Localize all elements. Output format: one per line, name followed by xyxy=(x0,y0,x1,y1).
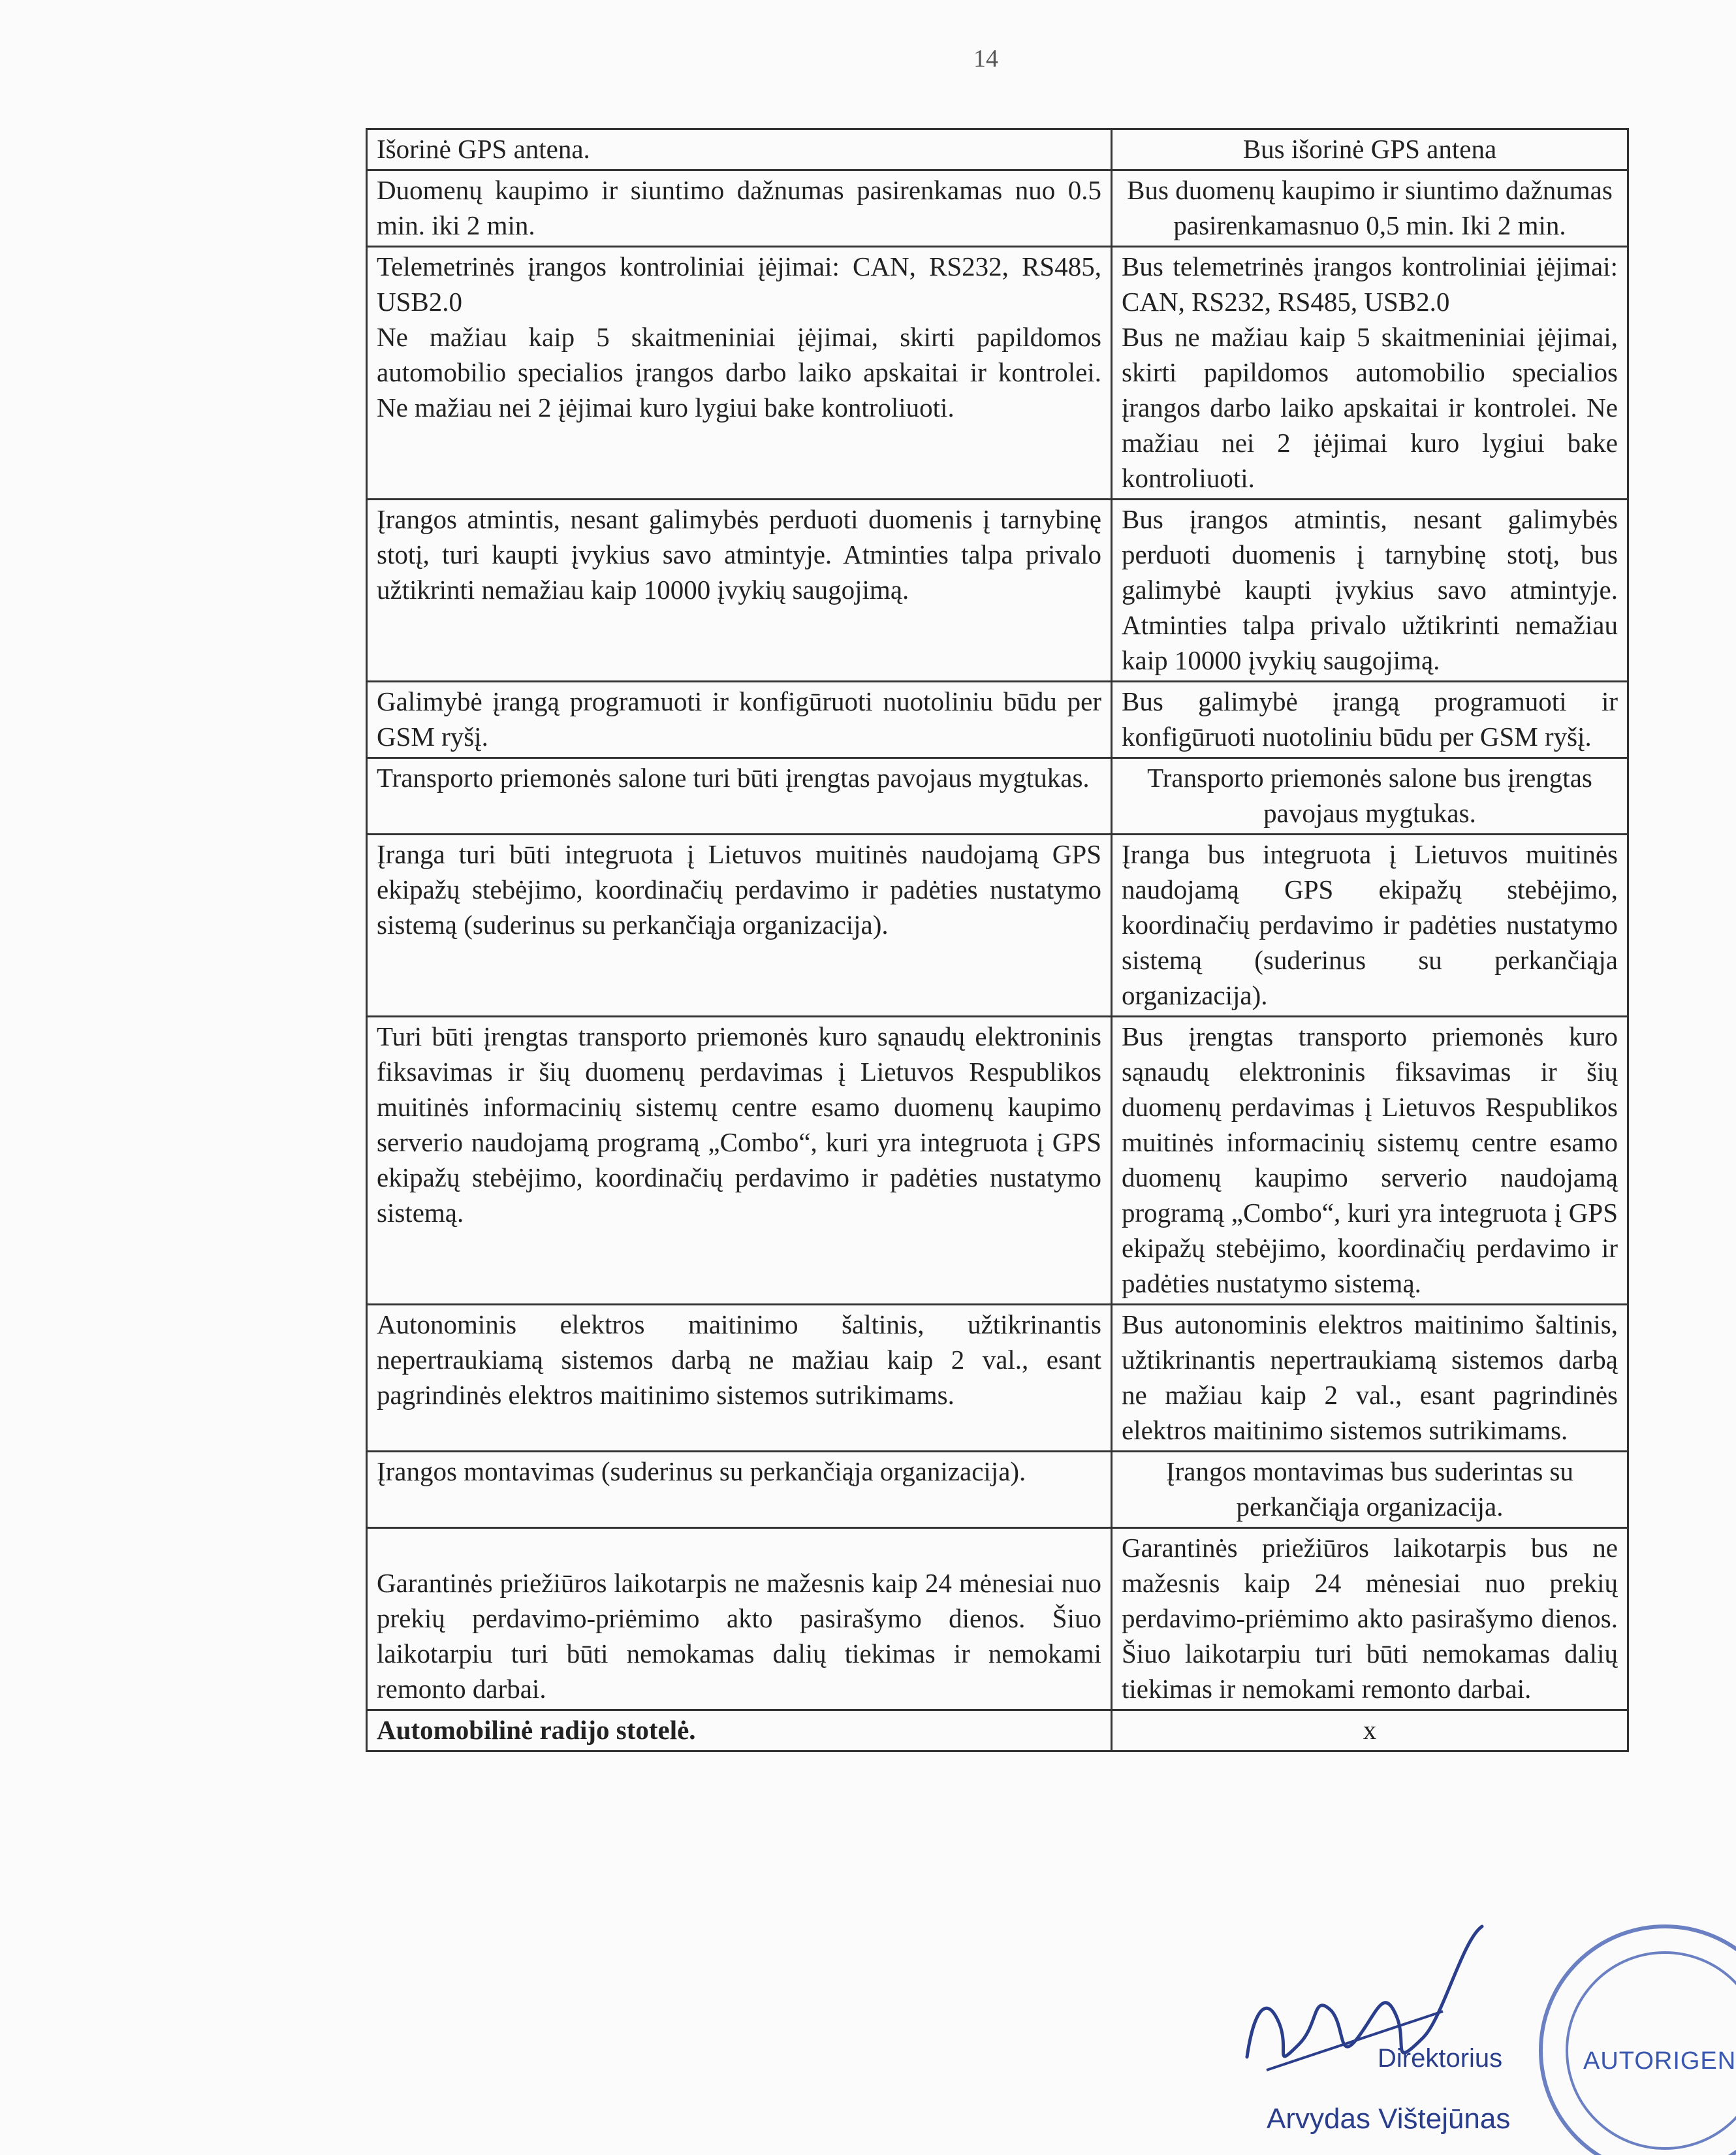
offer-cell xyxy=(1112,1017,1628,1305)
cell-text: x xyxy=(1363,1715,1377,1745)
cell-text: Bus įrengtas transporto priemonės kuro sąnaudų elektroninis fiksavimas ir šių duomenų perdavimas į Lietuvos Respublikos muitinės informacinių sistemų centre esamo duomenų kaupimo serverio naudojamą programą „Combo“, kuri yra integruota į GPS ekipažų stebėjimo, koordinačių perdavimo ir padėties nustatymo sistemą. xyxy=(1122,1021,1618,1298)
offer-cell xyxy=(1112,682,1628,758)
cell-text: Galimybė įrangą programuoti ir konfigūruoti nuotoliniu būdu per GSM ryšį. xyxy=(377,686,1101,752)
requirement-cell xyxy=(367,682,1112,758)
page-number: 14 xyxy=(973,45,998,72)
signature-scribble-icon xyxy=(1227,1913,1502,2109)
cell-text: Autonominis elektros maitinimo šaltinis, užtikrinantis nepertraukiamą sistemos darbą ne mažiau kaip 2 val., esant pagrindinės elektros maitinimo sistemos sutrikimams. xyxy=(377,1309,1101,1410)
offer-cell xyxy=(1112,1452,1628,1528)
signature-area xyxy=(1227,1913,1736,2155)
table-row xyxy=(367,170,1628,247)
requirement-cell xyxy=(367,835,1112,1017)
table-row xyxy=(367,682,1628,758)
table-row xyxy=(367,1452,1628,1528)
table-row xyxy=(367,1710,1628,1751)
cell-text: Automobilinė radijo stotelė. xyxy=(377,1715,696,1745)
cell-text: Įrangos montavimas bus suderintas su perkančiąja organizacija. xyxy=(1165,1456,1574,1522)
cell-text: Turi būti įrengtas transporto priemonės kuro sąnaudų elektroninis fiksavimas ir šių duomenų perdavimas į Lietuvos Respublikos muitinės informacinių sistemų centre esamo duomenų kaupimo serverio naudojamą programą „Combo“, kuri yra integruota į GPS ekipažų stebėjimo, koordinačių perdavimo ir padėties nustatymo sistemą. xyxy=(377,1021,1101,1228)
requirement-cell xyxy=(367,170,1112,247)
cell-text: Bus autonominis elektros maitinimo šaltinis, užtikrinantis nepertraukiamą sistemos darbą ne mažiau kaip 2 val., esant pagrindinės elektros maitinimo sistemos sutrikimams. xyxy=(1122,1309,1618,1445)
offer-cell xyxy=(1112,1305,1628,1452)
table-row xyxy=(367,1305,1628,1452)
offer-cell xyxy=(1112,1528,1628,1710)
offer-cell xyxy=(1112,170,1628,247)
requirement-cell xyxy=(367,758,1112,835)
table-row xyxy=(367,500,1628,682)
requirement-cell xyxy=(367,1452,1112,1528)
cell-text: Įrangos atmintis, nesant galimybės perduoti duomenis į tarnybinę stotį, turi kaupti įvykius savo atmintyje. Atminties talpa privalo užtikrinti nemažiau kaip 10000 įvykių saugojimą. xyxy=(377,504,1101,605)
offer-cell xyxy=(1112,758,1628,835)
stamp-text: AUTORIGEN xyxy=(1583,2047,1736,2075)
table-row xyxy=(367,1528,1628,1710)
cell-text: Bus įrangos atmintis, nesant galimybės perduoti duomenis į tarnybinę stotį, bus galimybė kaupti įvykius savo atmintyje. Atminties talpa privalo užtikrinti nemažiau kaip 10000 įvykių saugojimą. xyxy=(1122,504,1618,675)
cell-text: Išorinė GPS antena. xyxy=(377,134,590,164)
requirement-cell xyxy=(367,1305,1112,1452)
cell-text: Įranga bus integruota į Lietuvos muitinės naudojamą GPS ekipažų stebėjimo, koordinačių perdavimo ir padėties nustatymo sistemą (suderinus su perkančiąja organizacija). xyxy=(1122,839,1618,1010)
table-row xyxy=(367,835,1628,1017)
cell-text: Įrangos montavimas (suderinus su perkančiąja organizacija). xyxy=(377,1456,1026,1486)
cell-text: Įranga turi būti integruota į Lietuvos muitinės naudojamą GPS ekipažų stebėjimo, koordinačių perdavimo ir padėties nustatymo sistemą (suderinus su perkančiąja organizacija). xyxy=(377,839,1101,940)
requirement-cell xyxy=(367,129,1112,170)
requirement-cell xyxy=(367,1710,1112,1751)
signatory-title: Direktorius xyxy=(1378,2044,1503,2073)
offer-cell xyxy=(1112,835,1628,1017)
requirement-cell xyxy=(367,500,1112,682)
requirement-cell xyxy=(367,1528,1112,1710)
company-stamp-icon xyxy=(1489,1920,1684,2155)
offer-cell xyxy=(1112,500,1628,682)
cell-text: Duomenų kaupimo ir siuntimo dažnumas pasirenkamas nuo 0.5 min. iki 2 min. xyxy=(377,175,1101,240)
table-row xyxy=(367,1017,1628,1305)
cell-text: Bus ne mažiau kaip 5 skaitmeniniai įėjimai, skirti papildomos automobilio specialios įrangos darbo laiko apskaitai ir kontrolei. Ne mažiau nei 2 įėjimai kuro lygiui bake kontroliuoti. xyxy=(1122,322,1618,493)
cell-text: Telemetrinės įrangos kontroliniai įėjimai: CAN, RS232, RS485, USB2.0 xyxy=(377,251,1101,317)
table-row xyxy=(367,758,1628,835)
offer-cell xyxy=(1112,1710,1628,1751)
requirement-cell xyxy=(367,1017,1112,1305)
cell-text: Bus galimybė įrangą programuoti ir konfigūruoti nuotoliniu būdu per GSM ryšį. xyxy=(1122,686,1618,752)
table-row xyxy=(367,247,1628,500)
cell-text: Bus išorinė GPS antena xyxy=(1242,134,1497,164)
offer-cell xyxy=(1112,247,1628,500)
cell-text: Bus duomenų kaupimo ir siuntimo dažnumas pasirenkamasnuo 0,5 min. Iki 2 min. xyxy=(1127,175,1613,240)
cell-text: Transporto priemonės salone bus įrengtas pavojaus mygtukas. xyxy=(1147,763,1592,828)
requirement-cell xyxy=(367,247,1112,500)
table-row xyxy=(367,129,1628,170)
specification-table xyxy=(366,128,1629,1752)
cell-text: Garantinės priežiūros laikotarpis bus ne mažesnis kaip 24 mėnesiai nuo prekių perdavimo-priėmimo akto pasirašymo dienos. Šiuo laikotarpiu turi būti nemokamas dalių tiekimas ir nemokami remonto darbai. xyxy=(1122,1533,1618,1704)
offer-cell xyxy=(1112,129,1628,170)
cell-text: Bus telemetrinės įrangos kontroliniai įėjimai: CAN, RS232, RS485, USB2.0 xyxy=(1122,251,1618,317)
signatory-name: Arvydas Vištejūnas xyxy=(1267,2103,1511,2135)
cell-text: Ne mažiau kaip 5 skaitmeniniai įėjimai, skirti papildomos automobilio specialios įrangos darbo laiko apskaitai ir kontrolei. Ne mažiau nei 2 įėjimai kuro lygiui bake kontroliuoti. xyxy=(377,322,1101,423)
cell-text: Garantinės priežiūros laikotarpis ne mažesnis kaip 24 mėnesiai nuo prekių perdavimo-priėmimo akto pasirašymo dienos. Šiuo laikotarpiu turi būti nemokamas dalių tiekimas ir nemokami remonto darbai. xyxy=(377,1568,1101,1704)
cell-text: Transporto priemonės salone turi būti įrengtas pavojaus mygtukas. xyxy=(377,763,1090,793)
